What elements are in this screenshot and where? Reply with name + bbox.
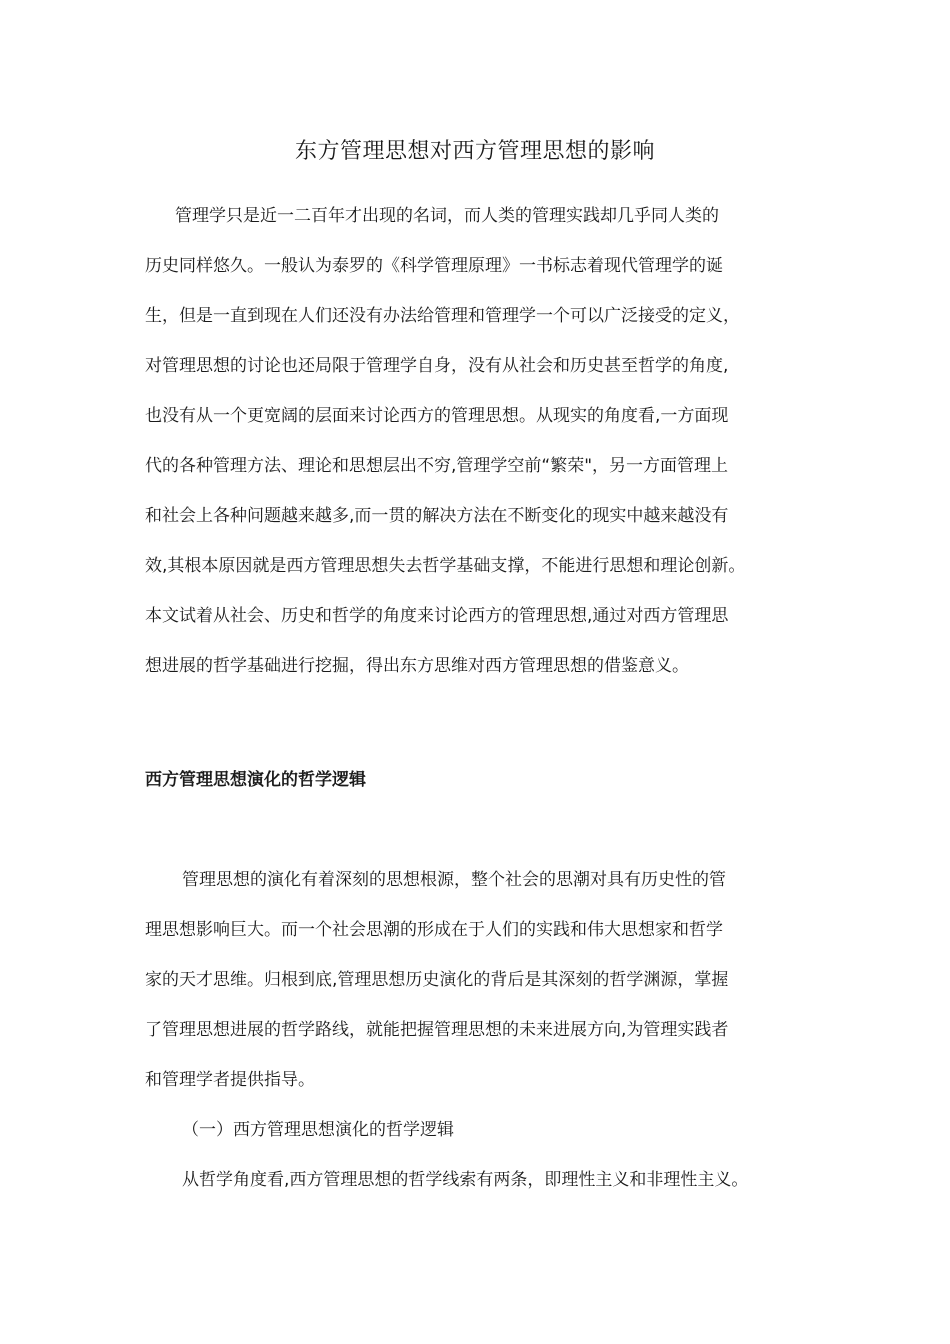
intro-line-1: 管理学只是近一二百年才出现的名词，而人类的管理实践却几乎同人类的 [175, 206, 719, 226]
intro-line-5: 也没有从一个更宽阔的层面来讨论西方的管理思想。从现实的角度看,一方面现 [145, 406, 729, 426]
section-heading: 西方管理思想演化的哲学逻辑 [145, 770, 366, 790]
intro-line-6: 代的各种管理方法、理论和思想层出不穷,管理学空前“繁荣"，另一方面管理上 [145, 456, 729, 476]
subsection-heading: （一）西方管理思想演化的哲学逻辑 [182, 1120, 454, 1140]
intro-line-7: 和社会上各种问题越来越多,而一贯的解决方法在不断变化的现实中越来越没有 [145, 506, 729, 526]
intro-line-3: 生，但是一直到现在人们还没有办法给管理和管理学一个可以广泛接受的定义， [145, 306, 740, 326]
paragraph-line: 从哲学角度看,西方管理思想的哲学线索有两条，即理性主义和非理性主义。 [182, 1170, 749, 1190]
section-line-2: 理思想影响巨大。而一个社会思潮的形成在于人们的实践和伟大思想家和哲学 [145, 920, 723, 940]
intro-line-2: 历史同样悠久。一般认为泰罗的《科学管理原理》一书标志着现代管理学的诞 [145, 256, 723, 276]
section-line-3: 家的天才思维。归根到底,管理思想历史演化的背后是其深刻的哲学渊源，掌握 [145, 970, 729, 990]
intro-line-10: 想进展的哲学基础进行挖掘，得出东方思维对西方管理思想的借鉴意义。 [145, 656, 689, 676]
intro-line-4: 对管理思想的讨论也还局限于管理学自身，没有从社会和历史甚至哲学的角度, [145, 356, 729, 376]
document-title: 东方管理思想对西方管理思想的影响 [294, 139, 655, 164]
intro-line-9: 本文试着从社会、历史和哲学的角度来讨论西方的管理思想,通过对西方管理思 [145, 606, 729, 626]
section-line-5: 和管理学者提供指导。 [145, 1070, 315, 1090]
intro-line-8: 效,其根本原因就是西方管理思想失去哲学基础支撑，不能进行思想和理论创新。 [145, 556, 746, 576]
section-line-4: 了管理思想进展的哲学路线，就能把握管理思想的未来进展方向,为管理实践者 [145, 1020, 729, 1040]
section-line-1: 管理思想的演化有着深刻的思想根源，整个社会的思潮对具有历史性的管 [182, 870, 726, 890]
